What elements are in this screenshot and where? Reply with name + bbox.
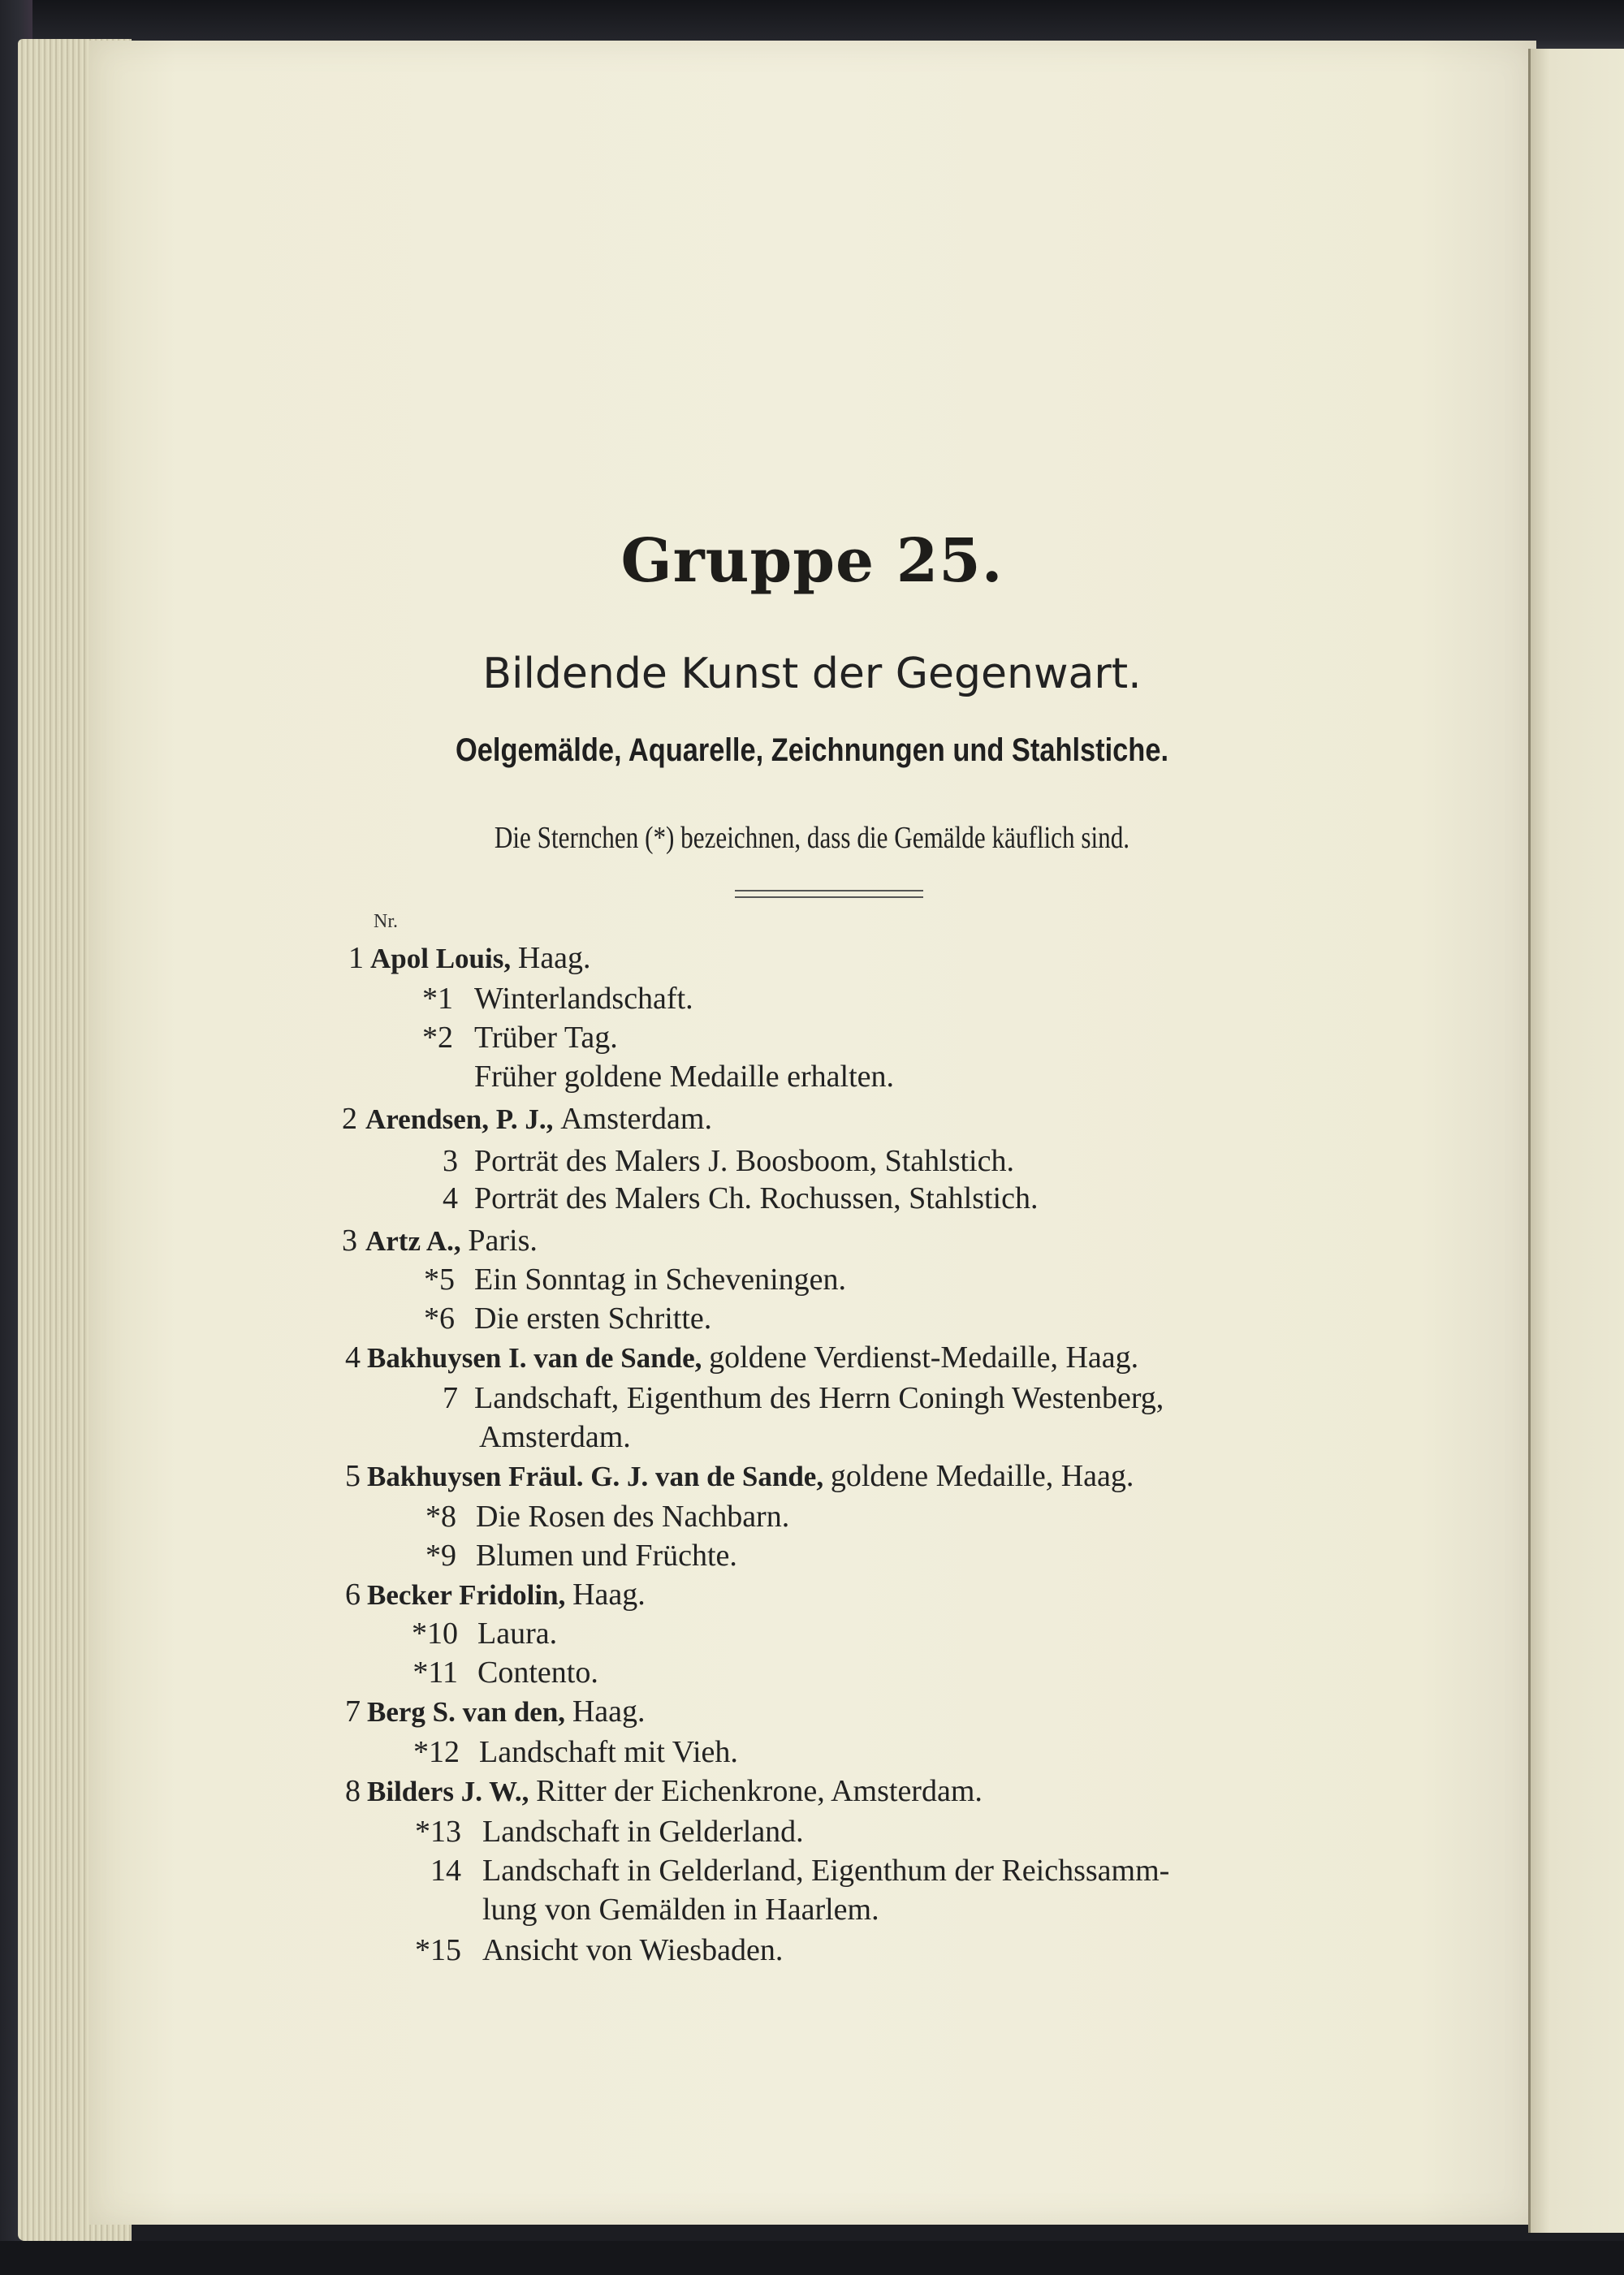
entry-number: 3 xyxy=(342,1224,357,1258)
number-column-label: Nr. xyxy=(374,911,398,932)
work-title: Landschaft in Gelderland, Eigenthum der Reichssamm- xyxy=(482,1854,1170,1888)
entry-number: 4 xyxy=(443,1181,458,1215)
artist-name: Becker Fridolin, xyxy=(367,1579,573,1611)
book-cover-bottom xyxy=(0,2241,1624,2275)
work-title: Blumen und Früchte. xyxy=(476,1539,737,1573)
entry-number: 4 xyxy=(345,1340,361,1375)
section-subtitle-secondary: Oelgemälde, Aquarelle, Zeichnungen und Stahlstiche. xyxy=(455,732,1169,768)
entry-number: *9 xyxy=(425,1539,456,1573)
work-entry xyxy=(474,981,693,1017)
work-entry xyxy=(482,1853,1169,1889)
entry-number: *5 xyxy=(424,1263,455,1297)
work-entry xyxy=(474,1020,618,1055)
work-title: Winterlandschaft. xyxy=(474,982,693,1016)
artist-details: Haag. xyxy=(517,941,591,975)
artist-details: Ritter der Eichenkrone, Amsterdam. xyxy=(536,1774,983,1808)
entry-number: 2 xyxy=(342,1102,357,1136)
artist-name: Berg S. van den, xyxy=(367,1696,572,1728)
work-entry xyxy=(482,1814,804,1850)
artist-entry xyxy=(367,1773,983,1809)
entry-number: 6 xyxy=(345,1578,361,1612)
work-entry xyxy=(476,1499,789,1535)
work-title: Laura. xyxy=(477,1617,558,1651)
entry-number: *2 xyxy=(422,1021,453,1055)
entry-number: 3 xyxy=(443,1144,458,1178)
work-entry xyxy=(474,1181,1038,1216)
next-page-edge xyxy=(1528,49,1624,2233)
work-entry xyxy=(482,1932,783,1968)
artist-name: Arendsen, P. J., xyxy=(365,1103,561,1135)
work-entry xyxy=(477,1616,557,1651)
entry-number: *15 xyxy=(415,1933,461,1967)
work-entry xyxy=(474,1059,894,1094)
work-entry xyxy=(479,1419,631,1455)
artist-name: Apol Louis, xyxy=(370,943,518,974)
work-title: Ansicht von Wiesbaden. xyxy=(482,1933,784,1967)
work-title: Amsterdam. xyxy=(479,1420,631,1454)
divider-rule xyxy=(735,890,923,891)
work-entry xyxy=(474,1301,711,1336)
artist-entry xyxy=(370,940,591,976)
work-title: Porträt des Malers J. Boosboom, Stahlstich. xyxy=(474,1144,1014,1178)
artist-entry xyxy=(367,1694,646,1729)
artist-details: Haag. xyxy=(572,1578,646,1612)
section-subtitle: Bildende Kunst der Gegenwart. xyxy=(482,650,1142,698)
work-title: lung von Gemälden in Haarlem. xyxy=(482,1893,879,1927)
work-entry xyxy=(474,1143,1014,1179)
entry-number: 8 xyxy=(345,1774,361,1808)
artist-name: Bakhuysen Fräul. G. J. van de Sande, xyxy=(367,1461,831,1492)
entry-number: *1 xyxy=(422,982,453,1016)
artist-entry xyxy=(367,1458,1134,1494)
artist-entry xyxy=(365,1101,712,1137)
divider-rule xyxy=(735,896,923,898)
artist-details: Paris. xyxy=(468,1224,538,1258)
artist-details: Haag. xyxy=(572,1694,646,1729)
work-entry xyxy=(477,1655,598,1690)
work-title: Trüber Tag. xyxy=(474,1021,618,1055)
asterisk-note: Die Sternchen (*) bezeichnen, dass die Gemälde käuflich sind. xyxy=(494,821,1130,855)
artist-name: Bakhuysen I. van de Sande, xyxy=(367,1342,710,1374)
page-title: Gruppe 25. xyxy=(620,526,1004,596)
entry-number: *10 xyxy=(412,1617,458,1651)
artist-details: goldene Medaille, Haag. xyxy=(830,1459,1134,1493)
work-entry xyxy=(479,1734,738,1770)
work-entry xyxy=(474,1380,1164,1416)
work-entry xyxy=(474,1262,846,1297)
artist-details: goldene Verdienst-Medaille, Haag. xyxy=(709,1340,1139,1375)
entry-number: *13 xyxy=(415,1815,461,1849)
entry-number: 7 xyxy=(443,1381,458,1415)
entry-number: 1 xyxy=(348,941,364,975)
work-title: Landschaft, Eigenthum des Herrn Coningh Westenberg, xyxy=(474,1381,1164,1415)
artist-entry xyxy=(365,1223,538,1258)
work-entry xyxy=(482,1892,879,1927)
entry-number: *6 xyxy=(424,1302,455,1336)
artist-details: Amsterdam. xyxy=(560,1102,712,1136)
work-title: Ein Sonntag in Scheveningen. xyxy=(474,1263,847,1297)
entry-number: 5 xyxy=(345,1459,361,1493)
work-title: Contento. xyxy=(477,1656,598,1690)
entry-number: *11 xyxy=(412,1656,458,1690)
artist-name: Bilders J. W., xyxy=(367,1776,537,1807)
entry-number: *12 xyxy=(413,1735,460,1769)
work-title: Die ersten Schritte. xyxy=(474,1302,712,1336)
artist-entry xyxy=(367,1577,646,1612)
entry-number: 14 xyxy=(430,1854,461,1888)
work-entry xyxy=(476,1538,737,1574)
work-title: Landschaft mit Vieh. xyxy=(479,1735,738,1769)
work-title: Porträt des Malers Ch. Rochussen, Stahlstich. xyxy=(474,1181,1039,1215)
artist-entry xyxy=(367,1340,1138,1375)
work-title: Landschaft in Gelderland. xyxy=(482,1815,804,1849)
work-title: Die Rosen des Nachbarn. xyxy=(476,1500,790,1534)
artist-name: Artz A., xyxy=(365,1225,469,1257)
entry-number: 7 xyxy=(345,1694,361,1729)
work-title: Früher goldene Medaille erhalten. xyxy=(474,1060,895,1094)
entry-number: *8 xyxy=(425,1500,456,1534)
